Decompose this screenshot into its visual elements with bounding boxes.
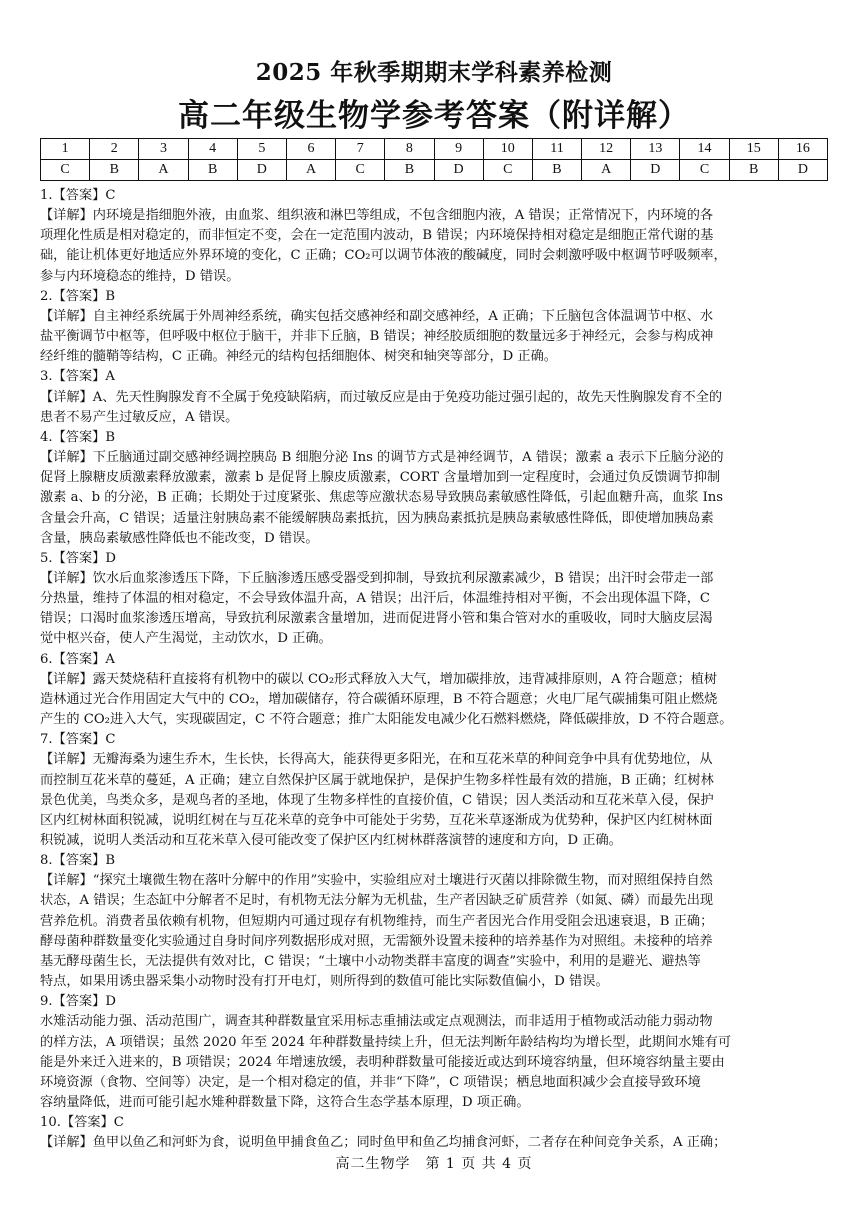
- explanation-line: 基无酵母菌生长，无法提供有效对比，C 错误；“土壤中小动物类群丰富度的调查”实验中，利用的是避光、避热等: [40, 953, 701, 969]
- explanation-line: 盐平衡调节中枢等，但呼吸中枢位于脑干，并非下丘脑，B 错误；神经胶质细胞的数量远多于神经元，会参与构成神: [40, 329, 714, 345]
- question-number-row: [41, 139, 828, 160]
- answer-cell: C: [336, 160, 385, 181]
- answer-cell: D: [434, 160, 483, 181]
- question-number-cell: 6: [286, 139, 335, 160]
- question-number-cell: 1: [41, 139, 90, 160]
- question-number-cell: 8: [385, 139, 434, 160]
- answer-heading: 9.【答案】D: [40, 994, 116, 1010]
- explanation-line: 区内红树林面积锐减，说明红树在与互花米草的竞争中可能处于劣势，互花米草逐渐成为优势种，保护区内红树林面: [40, 812, 713, 828]
- explanation-line: 促肾上腺糖皮质激素释放激素，激素 b 是促肾上腺皮质激素，CORT 含量增加到一定程度时，会通过负反馈调节抑制: [40, 470, 721, 486]
- question-number-cell: 11: [532, 139, 581, 160]
- question-number-cell: 12: [582, 139, 631, 160]
- explanation-line: 【详解】无瓣海桑为速生乔木，生长快，长得高大，能获得更多阳光，在和互花米草的种间竞争中具有优势地位，从: [40, 752, 713, 768]
- explanation-line: 水雉活动能力强、活动范围广，调查其种群数量宜采用标志重捕法或定点观测法，而非适用于植物或活动能力弱动物: [40, 1014, 713, 1030]
- answer-heading: 10.【答案】C: [40, 1115, 124, 1131]
- question-number-cell: 4: [188, 139, 237, 160]
- answer-heading: 3.【答案】A: [40, 369, 115, 385]
- explanation-line: 特点，如果用诱虫器采集小动物时没有打开电灯，则所得到的数值可能比实际数值偏小，D 错误。: [40, 974, 609, 990]
- answer-cell: C: [483, 160, 532, 181]
- explanation-line: 含量会升高，C 错误；适量注射胰岛素不能缓解胰岛素抵抗，因为胰岛素抵抗是胰岛素敏感性降低，即使增加胰岛素: [40, 510, 714, 526]
- answer-cell: B: [188, 160, 237, 181]
- answer-cell: D: [631, 160, 680, 181]
- page-footer: 高二生物学 第 1 页 共 4 页: [335, 1156, 533, 1172]
- answer-cell: A: [286, 160, 335, 181]
- question-number-cell: 7: [336, 139, 385, 160]
- explanation-line: 含量，胰岛素敏感性降低也不能改变，D 错误。: [40, 530, 319, 546]
- explanation-line: 的样方法，A 项错误；虽然 2020 年至 2024 年种群数量持续上升，但无法判断年龄结构均为增长型，此期间水雉有可: [40, 1034, 732, 1050]
- answer-cell: A: [139, 160, 188, 181]
- question-number-cell: 10: [483, 139, 532, 160]
- explanations: [40, 186, 828, 1154]
- answer-cell: B: [385, 160, 434, 181]
- answer-heading: 4.【答案】B: [40, 429, 116, 445]
- explanation-line: 景色优美，鸟类众多，是观鸟者的圣地，体现了生物多样性的直接价值，C 错误；因人类活动和互花米草入侵，保护: [40, 792, 714, 808]
- question-number-cell: 14: [680, 139, 729, 160]
- explanation-line: 【详解】饮水后血浆渗透压下降，下丘脑渗透压感受器受到抑制，导致抗利尿激素减少，B 错误；出汗时会带走一部: [40, 570, 714, 586]
- answer-heading: 7.【答案】C: [40, 732, 116, 748]
- explanation-line: 础，能让机体更好地适应外界环境的变化，C 正确；CO₂可以调节体液的酸碱度，同时会刺激呼吸中枢调节呼吸频率，: [40, 248, 727, 264]
- explanation-line: 患者不易产生过敏反应，A 错误。: [40, 409, 239, 425]
- question-number-cell: 16: [778, 139, 827, 160]
- answer-cell: B: [729, 160, 778, 181]
- explanation-line: 觉中枢兴奋，使人产生渴觉，主动饮水，D 正确。: [40, 631, 332, 647]
- explanation-line: 产生的 CO₂进入大气，实现碳固定，C 不符合题意；推广太阳能发电减少化石燃料燃烧，降低碳排放，D 不符合题意。: [40, 712, 733, 728]
- answer-heading: 8.【答案】B: [40, 853, 116, 869]
- answer-heading: 6.【答案】A: [40, 651, 115, 667]
- answer-cell: C: [680, 160, 729, 181]
- explanation-line: 容纳量降低，进而可能引起水雉种群数量下降，这符合生态学基本原理，D 项正确。: [40, 1095, 530, 1111]
- explanation-line: 而控制互花米草的蔓延，A 正确；建立自然保护区属于就地保护，是保护生物多样性最有效的措施，B 正确；红树林: [40, 772, 714, 788]
- explanation-line: 【详解】内环境是指细胞外液，由血浆、组织液和淋巴等组成，不包含细胞内液，A 错误；正常情况下，内环境的各: [40, 208, 714, 224]
- explanation-line: 【详解】A、先天性胸腺发育不全属于免疫缺陷病，而过敏反应是由于免疫功能过强引起的，故先天性胸腺发育不全的: [40, 389, 723, 405]
- explanation-line: 参与内环境稳态的维持，D 错误。: [40, 268, 240, 284]
- explanation-line: 状态，A 错误；生态缸中分解者不足时，有机物无法分解为无机盐，生产者因缺乏矿质营养（如氮、磷）而最先出现: [40, 893, 714, 909]
- answer-row: [41, 160, 828, 181]
- question-number-cell: 15: [729, 139, 778, 160]
- explanation-line: 【详解】自主神经系统属于外周神经系统，确实包括交感神经和副交感神经，A 正确；下丘脑包含体温调节中枢、水: [40, 308, 714, 324]
- answer-cell: D: [778, 160, 827, 181]
- answer-cell: C: [41, 160, 90, 181]
- explanation-line: 营养危机。消费者虽依赖有机物，但短期内可通过现存有机物维持，而生产者因光合作用受阻会迅速衰退，B 正确；: [40, 913, 714, 929]
- answer-cell: B: [532, 160, 581, 181]
- explanation-line: 经纤维的髓鞘等结构，C 正确。神经元的结构包括细胞体、树突和轴突等部分，D 正确。: [40, 349, 557, 365]
- explanation-line: 错误；口渴时血浆渗透压增高，导致抗利尿激素含量增加，进而促进肾小管和集合管对水的重吸收，同时大脑皮层渴: [40, 611, 713, 627]
- question-number-cell: 2: [90, 139, 139, 160]
- explanation-line: 激素 a、b 的分泌，B 正确；长期处于过度紧张、焦虑等应激状态易导致胰岛素敏感性降低，引起血糖升高，血浆 Ins: [40, 490, 724, 506]
- explanation-line: 【详解】下丘脑通过副交感神经调控胰岛 B 细胞分泌 Ins 的调节方式是神经调节，A 错误；激素 a 表示下丘脑分泌的: [40, 450, 724, 466]
- answer-cell: B: [90, 160, 139, 181]
- explanation-line: 【详解】鱼甲以鱼乙和河虾为食，说明鱼甲捕食鱼乙；同时鱼甲和鱼乙均捕食河虾，二者存在种间竞争关系，A 正确；: [40, 1135, 727, 1151]
- explanation-line: 造林通过光合作用固定大气中的 CO₂，增加碳储存，符合碳循环原理，B 不符合题意；火电厂尾气碳捕集可阻止燃烧: [40, 691, 718, 707]
- explanation-line: 能是外来迁入进来的，B 项错误；2024 年增速放缓，表明种群数量可能接近或达到环境容纳量，但环境容纳量主要由: [40, 1054, 725, 1070]
- answer-heading: 5.【答案】D: [40, 550, 116, 566]
- explanation-line: 分热量，维持了体温的相对稳定，不会导致体温升高，A 错误；出汗后，体温维持相对平衡，不会出现体温下降，C: [40, 591, 710, 607]
- explanation-line: 【详解】“探究土壤微生物在落叶分解中的作用”实验中，实验组应对土壤进行灭菌以排除微生物，而对照组保持自然: [40, 873, 713, 889]
- question-number-cell: 3: [139, 139, 188, 160]
- explanation-line: 环境资源（食物、空间等）决定，是一个相对稳定的值，并非“下降”，C 项错误；栖息地面积减少会直接导致环境: [40, 1074, 701, 1090]
- explanation-line: 项理化性质是相对稳定的，而非恒定不变，会在一定范围内波动，B 错误；内环境保持相对稳定是细胞正常代谢的基: [40, 228, 714, 244]
- explanation-line: 酵母菌种群数量变化实验通过自身时间序列数据形成对照，无需额外设置未接种的培养基作为对照组。未接种的培养: [40, 933, 713, 949]
- answer-table: [40, 138, 828, 181]
- explanation-line: 积锐减，说明人类活动和互花米草入侵可能改变了保护区内红树林群落演替的速度和方向，D 正确。: [40, 833, 622, 848]
- answer-key-title: 高二年级生物学参考答案（附详解）: [178, 98, 690, 134]
- answer-heading: 1.【答案】C: [40, 188, 116, 203]
- answer-cell: D: [237, 160, 286, 181]
- explanation-line: 【详解】露天焚烧秸秆直接将有机物中的碳以 CO₂形式释放入大气，增加碳排放，违背减排原则，A 符合题意；植树: [40, 671, 718, 687]
- answer-heading: 2.【答案】B: [40, 288, 116, 304]
- question-number-cell: 9: [434, 139, 483, 160]
- answer-cell: A: [582, 160, 631, 181]
- exam-title: 2025 年秋季期期末学科素养检测: [255, 59, 613, 86]
- question-number-cell: 13: [631, 139, 680, 160]
- question-number-cell: 5: [237, 139, 286, 160]
